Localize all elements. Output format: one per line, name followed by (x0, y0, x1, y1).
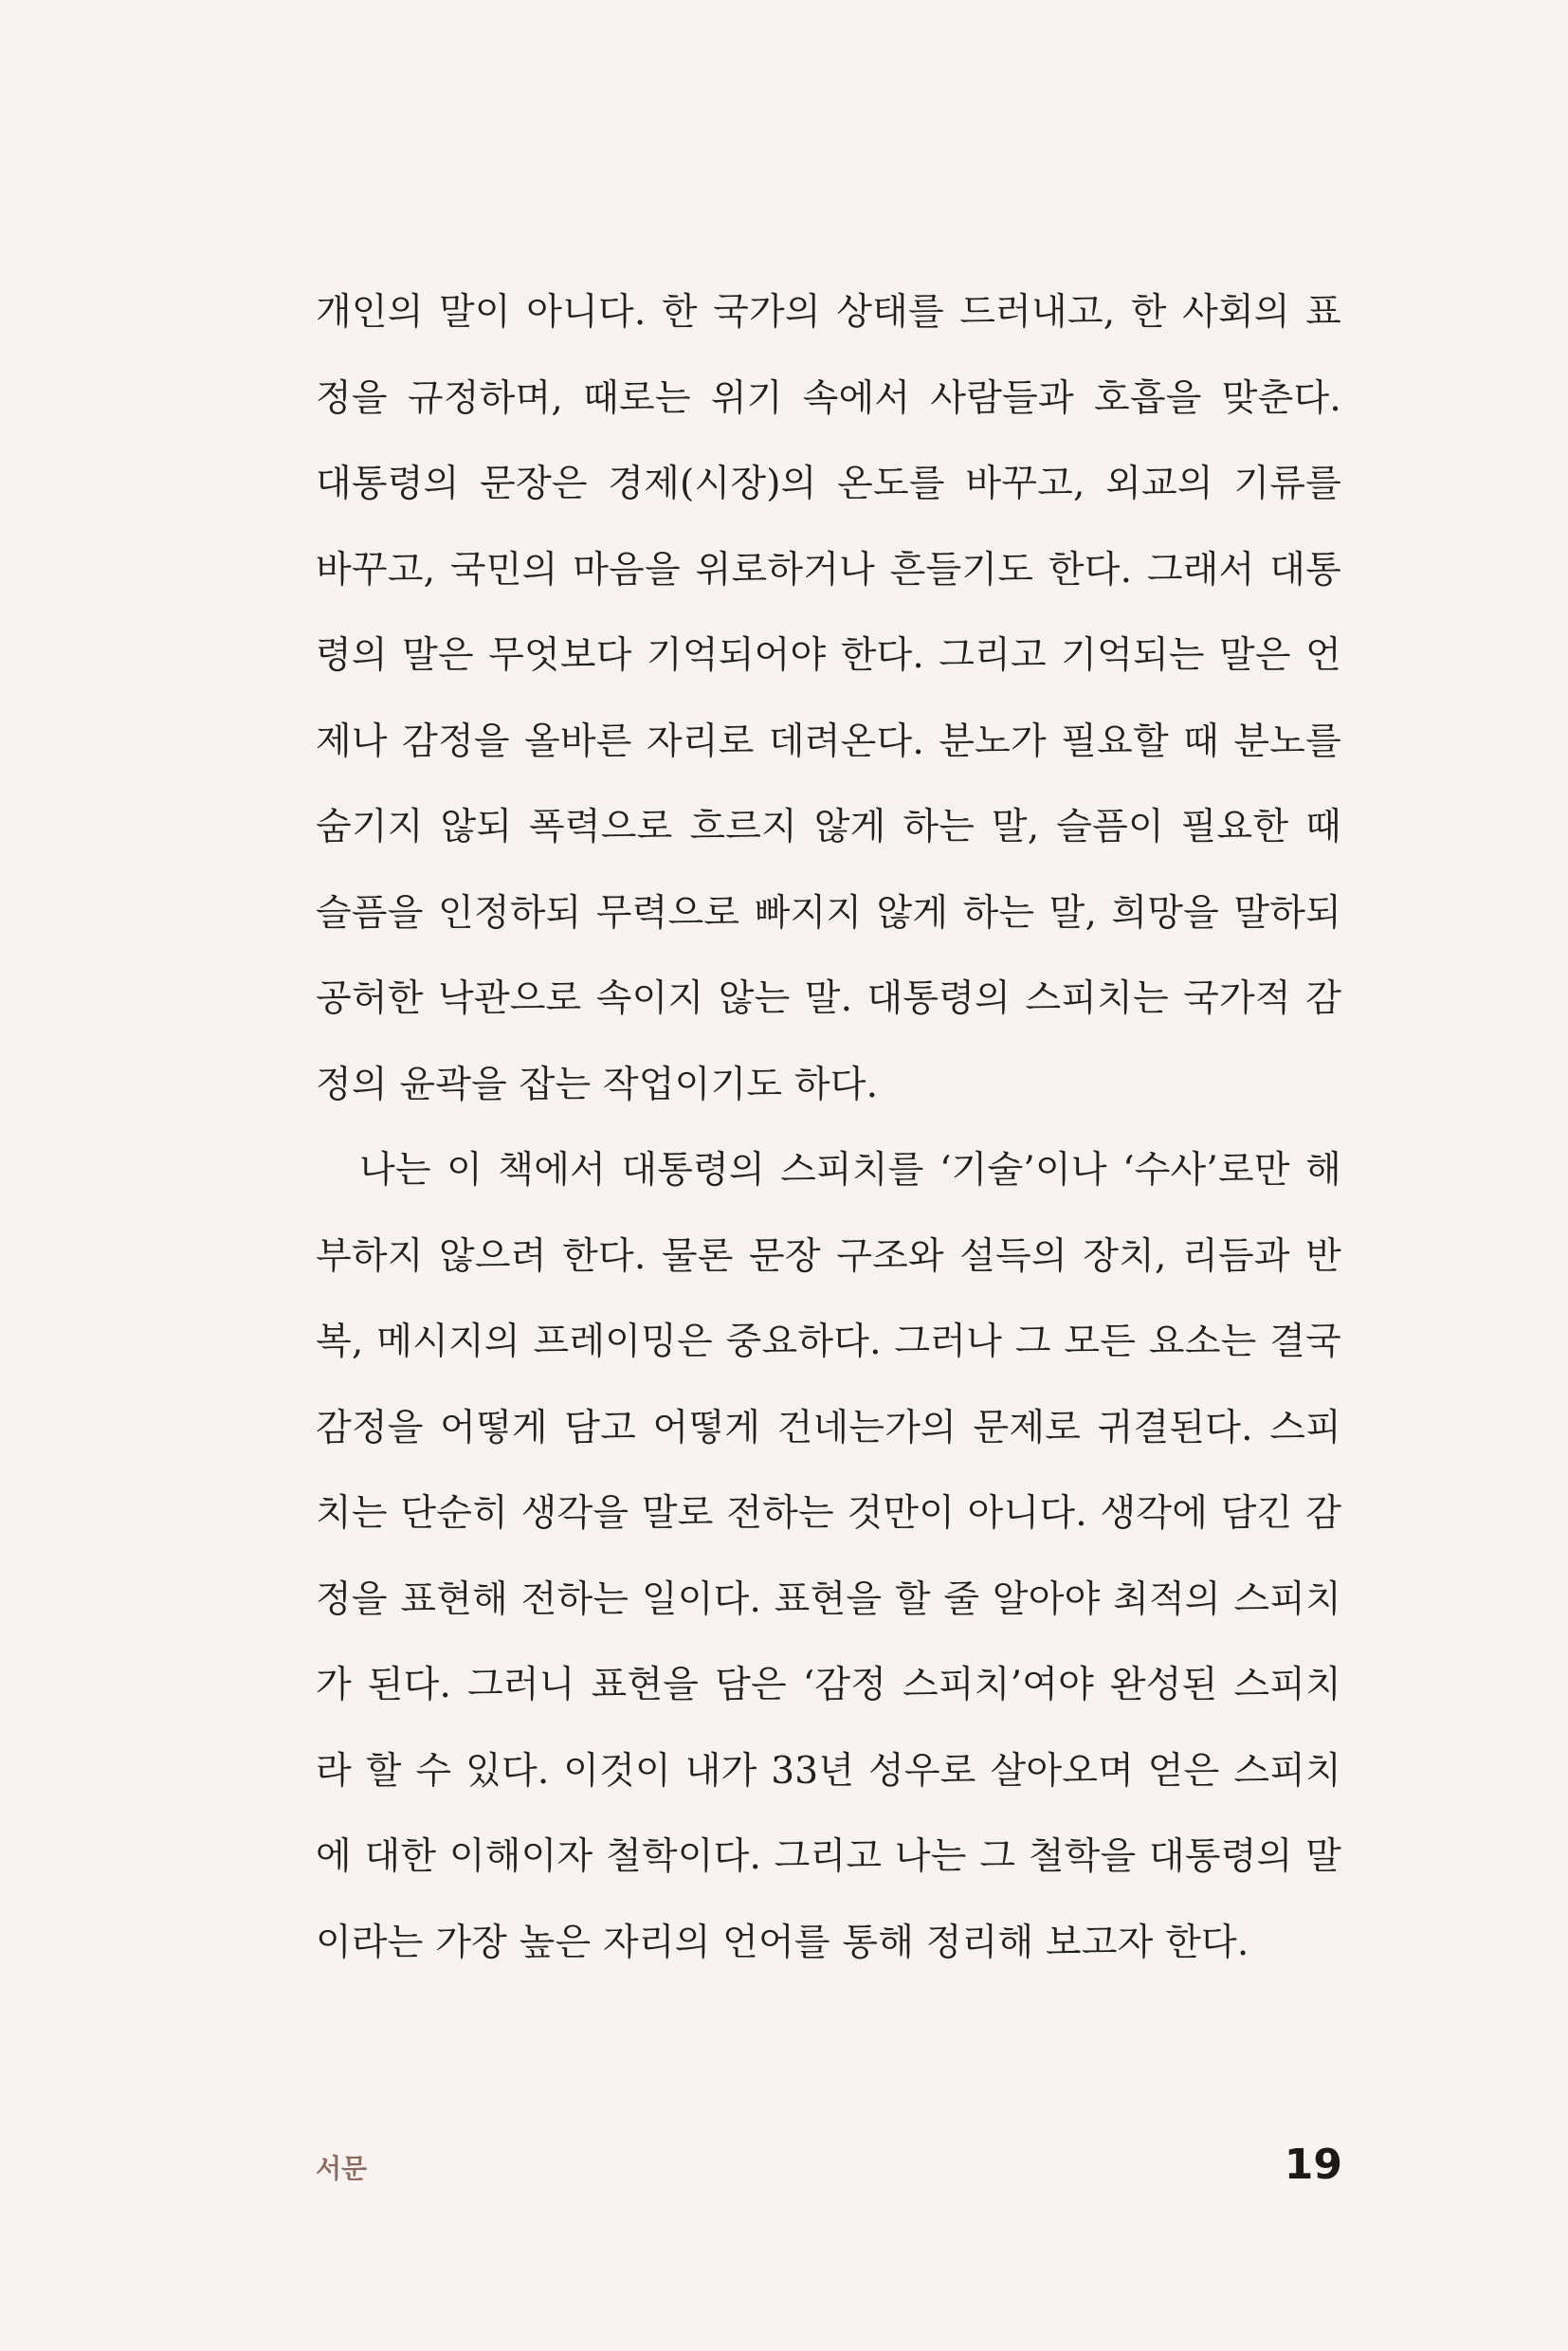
text-line: 가 된다. 그러니 표현을 담은 ‘감정 스피치’여야 완성된 스피치 (316, 1664, 1341, 1706)
paragraph-1 (316, 277, 1341, 1135)
text-line: 제나 감정을 올바른 자리로 데려온다. 분노가 필요할 때 분노를 (316, 720, 1341, 763)
text-line: 정을 표현해 전하는 일이다. 표현을 할 줄 알아야 최적의 스피치 (316, 1577, 1341, 1621)
text-line: 공허한 낙관으로 속이지 않는 말. 대통령의 스피치는 국가적 감 (316, 977, 1341, 1020)
text-line: 이라는 가장 높은 자리의 언어를 통해 정리해 보고자 한다. (316, 1921, 1249, 1964)
text-line: 라 할 수 있다. 이것이 내가 33년 성우로 살아오며 얻은 스피치 (316, 1749, 1341, 1793)
body-text (316, 277, 1341, 1993)
text-line: 나는 이 책에서 대통령의 스피치를 ‘기술’이나 ‘수사’로만 해 (359, 1149, 1341, 1192)
footer-section-title: 서문 (316, 2153, 368, 2184)
text-line: 령의 말은 무엇보다 기억되어야 한다. 그리고 기억되는 말은 언 (316, 634, 1341, 677)
text-line: 에 대한 이해이자 철학이다. 그리고 나는 그 철학을 대통령의 말 (316, 1835, 1341, 1878)
paragraph-2 (316, 1135, 1341, 1993)
text-line: 개인의 말이 아니다. 한 국가의 상태를 드러내고, 한 사회의 표 (316, 291, 1341, 334)
text-line: 바꾸고, 국민의 마음을 위로하거나 흔들기도 한다. 그래서 대통 (316, 548, 1341, 592)
text-line: 감정을 어떻게 담고 어떻게 건네는가의 문제로 귀결된다. 스피 (316, 1406, 1341, 1449)
text-line: 대통령의 문장은 경제(시장)의 온도를 바꾸고, 외교의 기류를 (316, 463, 1341, 505)
text-line: 복, 메시지의 프레이밍은 중요하다. 그러나 그 모든 요소는 결국 (316, 1321, 1341, 1363)
text-line: 숨기지 않되 폭력으로 흐르지 않게 하는 말, 슬픔이 필요한 때 (316, 806, 1341, 848)
page-number: 19 (1284, 2141, 1342, 2189)
text-line: 정을 규정하며, 때로는 위기 속에서 사람들과 호흡을 맞춘다. (316, 376, 1341, 420)
text-line: 치는 단순히 생각을 말로 전하는 것만이 아니다. 생각에 담긴 감 (316, 1492, 1341, 1535)
text-line: 슬픔을 인정하되 무력으로 빠지지 않게 하는 말, 희망을 말하되 (316, 891, 1341, 935)
text-line: 정의 윤곽을 잡는 작업이기도 하다. (316, 1063, 879, 1106)
text-line: 부하지 않으려 한다. 물론 문장 구조와 설득의 장치, 리듬과 반 (316, 1234, 1341, 1278)
